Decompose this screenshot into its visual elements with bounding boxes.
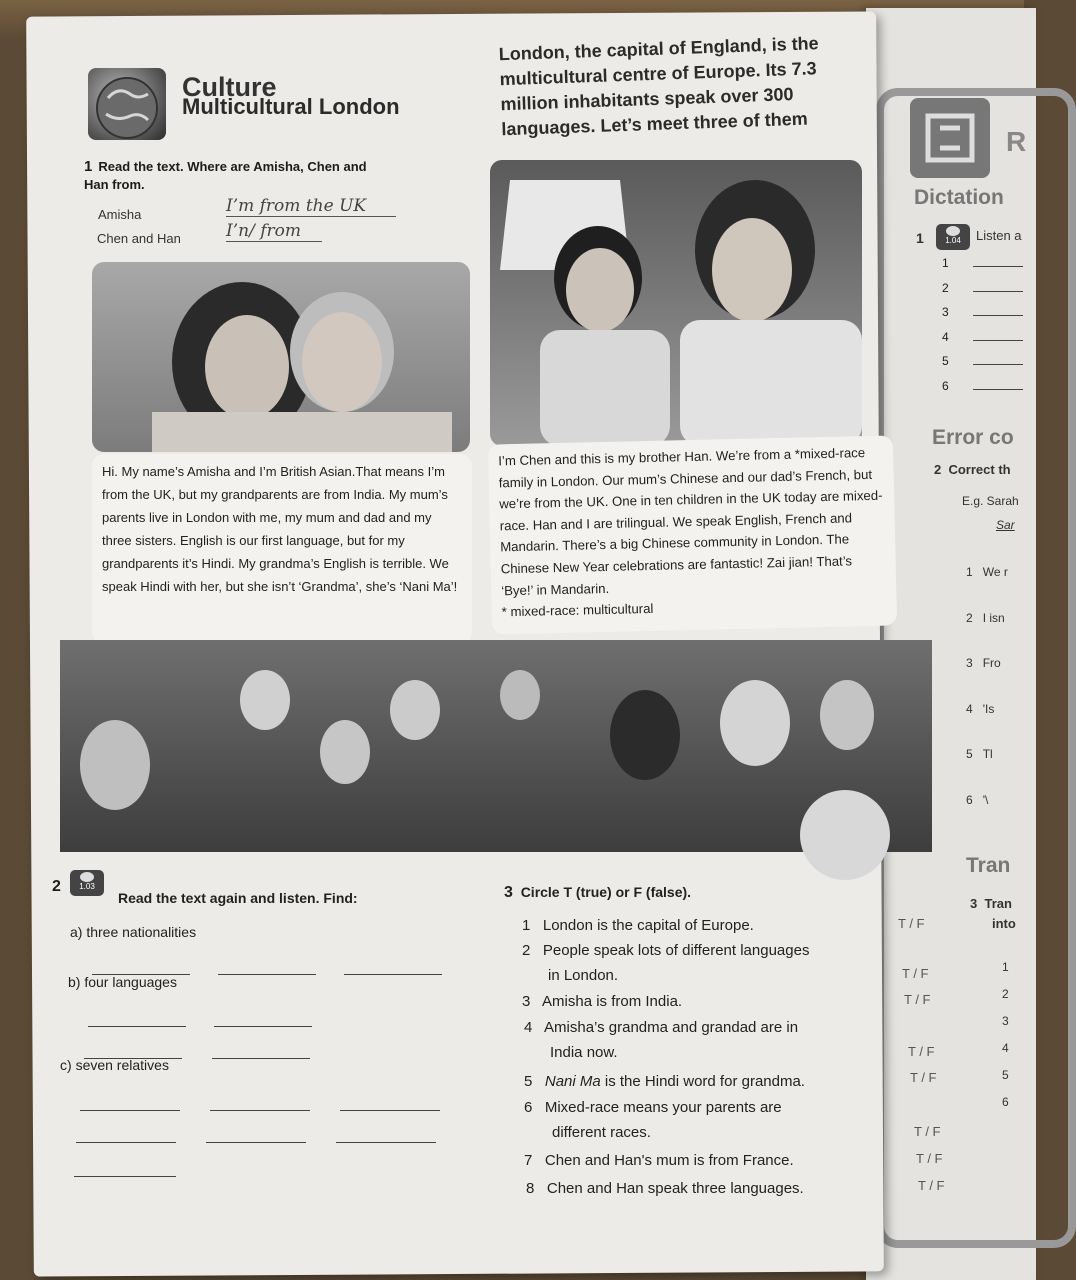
exercise-2-item-b: b) four languages [68, 974, 177, 990]
error-example: E.g. Sarah [962, 494, 1019, 508]
error-prompt: 2 Correct th [934, 462, 1011, 477]
error-heading: Error co [932, 426, 1014, 449]
error-items [966, 550, 1008, 823]
amisha-text: Hi. My name’s Amisha and I’m British Asian.That means I’m from the UK, but my grandparents are from India. My mum’s parents live in London with me, my mum and dad and my three sisters. English is our first language, but for my grandparents it’s Hindi. My grandma’s English is terrible. We speak Hindi with her, but she isn’t ‘Grandma’, she’s ‘Nani Ma’! [92, 454, 472, 644]
translation-lines: 1 2 3 4 5 6 [1002, 960, 1009, 1109]
tf-choice[interactable]: T / F [918, 1178, 945, 1193]
tf-statement: 1 London is the capital of Europe. [522, 917, 754, 934]
dictation-lines [942, 256, 1032, 403]
error-item: 4 'Is [966, 701, 995, 716]
cd-track-label: 1.04 [936, 224, 970, 250]
answer-lines-b-1[interactable] [88, 1014, 312, 1032]
exercise-2-item-a: a) three nationalities [70, 924, 197, 940]
tf-statement: 8 Chen and Han speak three languages. [526, 1180, 804, 1197]
tf-choice[interactable]: T / F [914, 1124, 941, 1139]
tf-statement: 2 People speak lots of different languages [522, 942, 810, 959]
dictation-number: 1 [916, 230, 924, 246]
dictation-prompt: Listen a [976, 228, 1022, 243]
globe-icon [88, 68, 166, 140]
dictation-heading: Dictation [914, 186, 1004, 209]
exercise-3-prompt: 3 Circle T (true) or F (false). [504, 884, 692, 901]
error-example-answer: Sar [996, 518, 1015, 532]
photo-chen-han [490, 160, 862, 446]
tf-statement-cont: different races. [552, 1124, 651, 1141]
exercise-2-item-c: c) seven relatives [60, 1057, 169, 1073]
tf-statement: 6 Mixed-race means your parents are [524, 1099, 782, 1116]
answer-line: 4 [942, 330, 1032, 355]
corner-letter: R [1006, 126, 1027, 157]
tf-statement: 7 Chen and Han's mum is from France. [524, 1152, 794, 1169]
answer-line: 6 [942, 379, 1032, 404]
cd-icon [70, 870, 104, 896]
chen-text: I’m Chen and this is my brother Han. We’re from a *mixed-race family in London. Our mum’s Chinese and our dad’s French, but we’re from the UK. One in ten children in the UK today are mixed-race. Han and I are trilingual. We speak English, French and Mandarin. There’s a big Chinese community in London. The Chinese New Year celebrations are fantastic! Zai jian! That’s ‘Bye!’ in Mandarin. [498, 445, 883, 598]
answer-lines-c-2[interactable] [76, 1130, 436, 1148]
chen-footnote: * mixed-race: multicultural [501, 601, 654, 620]
error-item: 1 We r [966, 565, 1008, 579]
translation-heading: Tran [966, 854, 1011, 877]
tf-statement: 4 Amisha’s grandma and grandad are in [524, 1019, 799, 1036]
exercise-1-answer-amisha[interactable]: I’m from the UK [226, 196, 396, 217]
dictation-icon [910, 98, 990, 178]
chen-text-box [488, 435, 897, 634]
tf-statement: 5 Nani Ma is the Hindi word for grandma. [524, 1073, 805, 1090]
exercise-1-label-chen-han: Chen and Han [97, 231, 181, 246]
answer-line: 2 [942, 281, 1032, 306]
cd-track-label: 1.03 [70, 870, 104, 896]
page-title: Culture [182, 72, 277, 102]
translation-prompt-2: into [992, 916, 1016, 931]
intro-text: London, the capital of England, is the multicultural centre of Europe. Its 7.3 million inhabitants speak over 300 languages. Let’s meet three of them [498, 33, 819, 140]
tf-statement-cont: India now. [550, 1044, 618, 1061]
tf-choice[interactable]: T / F [898, 916, 925, 931]
tf-choice[interactable]: T / F [908, 1044, 935, 1059]
translation-prompt: 3 Tran [970, 896, 1012, 911]
error-item: 2 I isn [966, 610, 1005, 625]
exercise-1-prompt: 1 Read the text. Where are Amisha, Chen and Han from. [84, 158, 367, 192]
error-item: 3 Fro [966, 656, 1001, 670]
tf-statement: 3 Amisha is from India. [522, 993, 683, 1010]
error-item: 5 Tl [966, 747, 993, 761]
answer-line: 3 [942, 305, 1032, 330]
exercise-1-label-amisha: Amisha [98, 207, 142, 222]
error-item: 6 '\ [966, 792, 989, 807]
answer-line: 1 [942, 256, 1032, 281]
tf-choice[interactable]: T / F [910, 1070, 937, 1085]
exercise-2-number: 2 [52, 878, 61, 895]
cd-icon [936, 224, 970, 250]
tf-choice[interactable]: T / F [902, 966, 929, 981]
answer-lines-c-3[interactable] [74, 1164, 176, 1182]
answer-line: 5 [942, 354, 1032, 379]
exercise-1-answer-chen-han[interactable]: I’n/ from [226, 221, 322, 242]
tf-statement-cont: in London. [548, 967, 619, 984]
tf-choice[interactable]: T / F [904, 992, 931, 1007]
page-subtitle: Multicultural London [182, 94, 400, 119]
exercise-2-prompt: Read the text again and listen. Find: [118, 890, 358, 906]
photo-amisha-grandma [92, 262, 470, 452]
crowd-photo [60, 640, 932, 852]
answer-lines-c-1[interactable] [80, 1098, 440, 1116]
tf-choice[interactable]: T / F [916, 1151, 943, 1166]
